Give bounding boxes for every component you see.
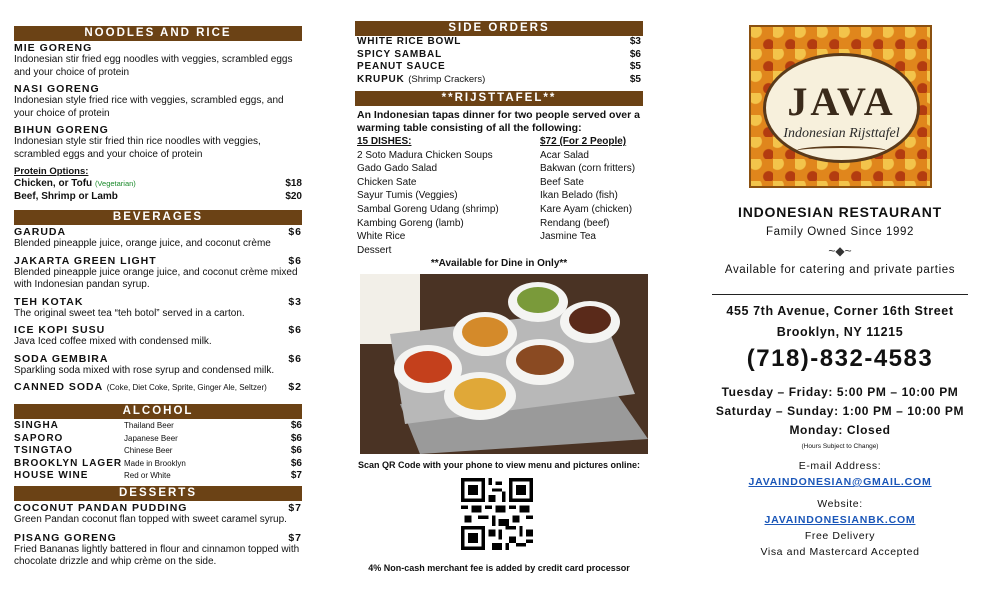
- menu-item-name: BIHUN GORENG: [14, 124, 109, 136]
- menu-item-label: JAKARTA GREEN LIGHT: [14, 254, 157, 267]
- menu-item-desc: Indonesian style stir fried thin rice noodles with veggies, scrambled eggs and your choice of protein: [14, 136, 261, 160]
- dish-right: Ikan Belado (fish): [540, 190, 618, 202]
- dish-left: Gado Gado Salad: [357, 163, 438, 175]
- vegetarian-note: (Vegetarian): [94, 179, 136, 188]
- menu-item-desc: Indonesian stir fried egg noodles with veggies, scrambled eggs and your choice of protein: [14, 54, 293, 78]
- dine-in-note: **Available for Dine in Only**: [430, 258, 568, 270]
- dish-right: [540, 244, 641, 258]
- menu-item-label: GARUDA: [14, 226, 67, 238]
- alcohol-type: Thailand Beer: [124, 421, 174, 430]
- side-order-note: (Shrimp Crackers): [408, 73, 486, 85]
- dish-right: Kare Ayam (chicken): [540, 203, 633, 215]
- hours-weekday: Tuesday – Friday: 5:00 PM – 10:00 PM: [721, 385, 959, 399]
- address-line1: 455 7th Avenue, Corner 16th Street: [726, 304, 954, 318]
- menu-item-name: NASI GORENG: [14, 83, 100, 95]
- menu-item-name: [14, 296, 302, 308]
- dish-row: [357, 203, 641, 217]
- alcohol-name: SAPORO: [14, 432, 64, 444]
- side-order-name: SPICY SAMBAL: [357, 48, 442, 60]
- menu-item-price: $6: [288, 254, 302, 267]
- alcohol-type: Chinese Beer: [124, 446, 173, 455]
- menu-item-name: [14, 353, 302, 365]
- alcohol-name: SINGHA: [14, 420, 59, 431]
- dish-row: [357, 244, 641, 258]
- website-label: Website:: [817, 498, 863, 510]
- menu-item-price: $3: [288, 295, 302, 308]
- dish-row: [357, 176, 641, 190]
- dessert-name-row: [14, 532, 302, 544]
- side-order-label: [357, 74, 485, 87]
- scan-qr-text: Scan QR Code with your phone to view menu and pictures online:: [357, 460, 641, 470]
- menu-item-desc: Sparkling soda mixed with rose syrup and condensed milk.: [14, 364, 275, 376]
- hours-note: (Hours Subject to Change): [801, 443, 879, 450]
- menu-item-desc: Indonesian style fried rice with veggies, scrambled eggs, and your choice of protein: [14, 95, 284, 119]
- dish-right: Acar Salad: [540, 149, 589, 161]
- menu-item-desc: Java Iced coffee mixed with condensed milk.: [14, 336, 212, 347]
- dessert-price: $7: [288, 531, 302, 544]
- menu-item-name: [14, 255, 302, 267]
- dish-right: Beef Sate: [540, 176, 584, 188]
- rijsttafel-subheader: [355, 135, 643, 149]
- address-line2: Brooklyn, NY 11215: [776, 325, 904, 339]
- desserts-section: [14, 486, 302, 569]
- divider: [712, 294, 968, 295]
- cards-note: Visa and Mastercard Accepted: [760, 546, 920, 558]
- alcohol-section: [14, 404, 302, 483]
- beverages-header: BEVERAGES: [14, 210, 302, 225]
- side-order-name: KRUPUK: [357, 73, 405, 85]
- canned-soda-name: CANNED SODA: [14, 381, 103, 393]
- menu-item-name: MIE GORENG: [14, 42, 93, 54]
- dish-left: Kambing Goreng (lamb): [357, 217, 464, 229]
- dessert-price: $7: [288, 502, 302, 514]
- catering-note: Available for catering and private parties: [724, 264, 956, 276]
- menu-item-name: [14, 226, 302, 238]
- side-order-price: $5: [629, 61, 641, 72]
- menu-item-price: $6: [288, 324, 302, 336]
- alcohol-header: ALCOHOL: [14, 404, 302, 419]
- dessert-name: COCONUT PANDAN PUDDING: [14, 502, 188, 514]
- alcohol-price: $6: [290, 432, 302, 444]
- side-order-price: $3: [629, 36, 641, 47]
- logo-subtitle: Indonesian Rijsttafel: [783, 126, 900, 141]
- delivery-note: Free Delivery: [804, 530, 876, 542]
- canned-soda-label: [14, 381, 267, 393]
- side-order-label: [357, 36, 461, 49]
- website-link[interactable]: JAVAINDONESIANBK.COM: [764, 514, 916, 526]
- menu-item-desc: The original sweet tea “teh botol” served in a carton.: [14, 307, 245, 319]
- menu-item-label: TEH KOTAK: [14, 295, 84, 308]
- side-order-label: [357, 49, 442, 62]
- protein-option-row: [14, 190, 302, 203]
- side-orders-section: [355, 21, 643, 86]
- menu-item-label: SODA GEMBIRA: [14, 352, 109, 365]
- alcohol-price: $6: [290, 457, 302, 469]
- dessert-desc: Green Pandan coconut flan topped with sweet caramel syrup.: [14, 514, 287, 525]
- dish-right: Rendang (beef): [540, 217, 610, 229]
- side-order-row: [357, 36, 641, 49]
- side-orders-header: SIDE ORDERS: [355, 21, 643, 36]
- side-order-name: WHITE RICE BOWL: [357, 36, 462, 47]
- side-order-price: $6: [629, 48, 641, 60]
- email-label: E-mail Address:: [798, 460, 882, 472]
- family-owned: Family Owned Since 1992: [765, 226, 915, 238]
- dish-row: [357, 230, 641, 244]
- alcohol-row: [14, 445, 302, 458]
- dish-left: Sayur Tumis (Veggies): [357, 190, 458, 202]
- alcohol-price: $7: [290, 470, 302, 481]
- menu-item-name: [14, 324, 302, 336]
- protein-option-price: $18: [285, 178, 302, 189]
- food-photo-illustration: [360, 274, 648, 454]
- dish-left: Chicken Sate: [357, 176, 417, 188]
- java-logo: [749, 25, 932, 188]
- website-wrap: [705, 514, 975, 526]
- rijsttafel-photo: [360, 274, 648, 454]
- menu-item-price: $6: [288, 226, 302, 238]
- alcohol-type: Japanese Beer: [124, 433, 178, 443]
- dish-right: Jasmine Tea: [540, 231, 596, 243]
- side-order-name: PEANUT SAUCE: [357, 61, 446, 72]
- dish-left: White Rice: [357, 231, 406, 243]
- alcohol-row: [14, 420, 302, 433]
- canned-soda-row: [14, 381, 302, 393]
- dessert-name: PISANG GORENG: [14, 531, 117, 544]
- rijsttafel-section: [355, 91, 643, 269]
- dessert-name-row: [14, 502, 302, 514]
- protein-option-row: [14, 177, 302, 190]
- dish-left: Sambal Goreng Udang (shrimp): [357, 203, 499, 215]
- noodles-header: NOODLES AND RICE: [14, 26, 302, 41]
- dish-row: [357, 189, 641, 203]
- side-order-price: $5: [629, 73, 641, 85]
- protein-options-title: Protein Options:: [14, 166, 89, 177]
- logo-title: JAVA: [787, 79, 896, 124]
- dishes-label: 15 DISHES:: [357, 136, 412, 147]
- rijsttafel-price: $72 (For 2 People): [540, 136, 627, 147]
- dessert-desc: Fried Bananas lightly battered in flour and cinnamon topped with chocolate drizzle and whip crème on the side.: [14, 543, 300, 567]
- alcohol-type: Made in Brooklyn: [124, 458, 186, 468]
- rijsttafel-header: **RIJSTTAFEL**: [355, 91, 643, 106]
- protein-option-price: $20: [285, 191, 302, 202]
- hours-weekend: Saturday – Sunday: 1:00 PM – 10:00 PM: [715, 404, 965, 418]
- restaurant-type: INDONESIAN RESTAURANT: [738, 204, 942, 220]
- alcohol-row: [14, 433, 302, 446]
- side-order-row: [357, 49, 641, 62]
- fee-note: 4% Non-cash merchant fee is added by credit card processor: [368, 563, 630, 573]
- email-link[interactable]: JAVAINDONESIAN@GMAIL.COM: [748, 476, 932, 488]
- dish-row: [357, 217, 641, 231]
- logo-oval: [763, 53, 920, 163]
- canned-soda-price: $2: [288, 381, 302, 393]
- desserts-header: DESSERTS: [14, 486, 302, 501]
- protein-option-label: Chicken, or Tofu: [14, 178, 93, 189]
- protein-option-label: Beef, Shrimp or Lamb: [14, 191, 118, 202]
- alcohol-price: $6: [290, 420, 302, 431]
- wheat-icon: [796, 146, 887, 156]
- dish-row: [357, 162, 641, 176]
- alcohol-price: $6: [290, 445, 302, 456]
- canned-soda-note: (Coke, Diet Coke, Sprite, Ginger Ale, Seltzer): [106, 383, 267, 392]
- menu-item-desc: Blended pineapple juice orange juice, and coconut crème mixed with Indonesian pandan syrup.: [14, 266, 298, 290]
- dish-right: Bakwan (corn fritters): [540, 163, 636, 175]
- side-order-label: [357, 61, 446, 74]
- qr-code-icon[interactable]: [461, 478, 533, 550]
- alcohol-type: Red or White: [124, 471, 171, 480]
- menu-item-price: $6: [288, 352, 302, 365]
- alcohol-row: [14, 458, 302, 471]
- beverages-section: [14, 210, 302, 393]
- email-wrap: [705, 476, 975, 488]
- noodles-section: [14, 26, 302, 203]
- dish-left: 2 Soto Madura Chicken Soups: [357, 149, 493, 161]
- phone-number[interactable]: (718)-832-4583: [746, 345, 934, 372]
- rijsttafel-intro: An Indonesian tapas dinner for two people served over a warming table consisting of all the following:: [357, 109, 640, 134]
- side-order-row: [357, 61, 641, 74]
- alcohol-row: [14, 470, 302, 483]
- dish-left: Dessert: [357, 244, 392, 256]
- alcohol-name: HOUSE WINE: [14, 470, 89, 481]
- side-order-row: [357, 74, 641, 87]
- hours-monday: Monday: Closed: [789, 423, 891, 437]
- alcohol-name: BROOKLYN LAGER: [14, 457, 123, 469]
- menu-item-label: ICE KOPI SUSU: [14, 324, 106, 336]
- menu-item-desc: Blended pineapple juice, orange juice, and coconut crème: [14, 238, 271, 249]
- ornament-divider-icon: ~◆~: [828, 244, 852, 258]
- alcohol-name: TSINGTAO: [14, 445, 73, 456]
- dish-row: [357, 149, 641, 163]
